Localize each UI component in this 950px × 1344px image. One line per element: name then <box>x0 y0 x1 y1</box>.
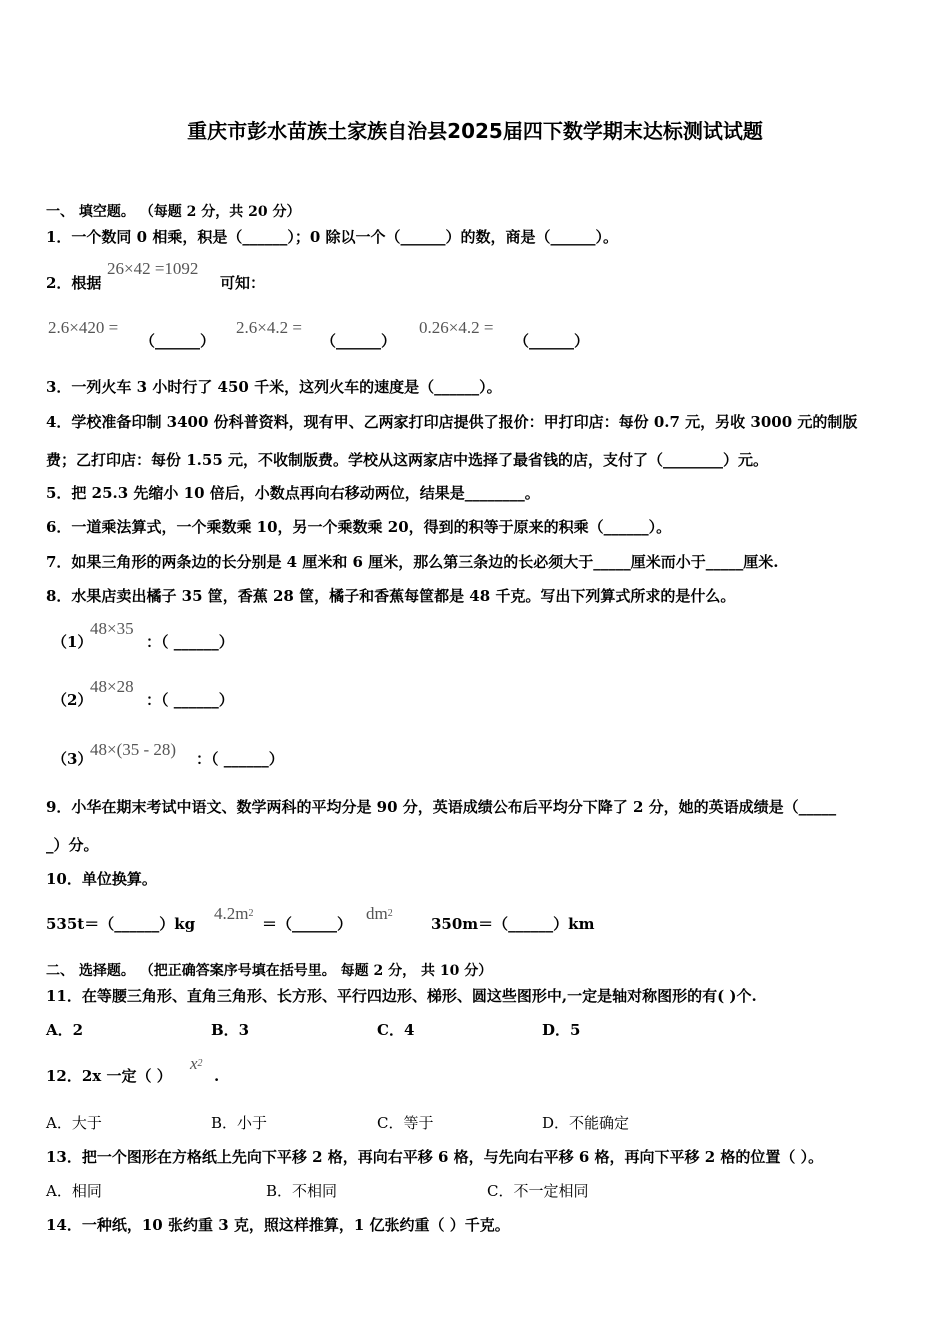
question-8-2-blank: ：（ ______） <box>146 691 234 709</box>
question-13: 13．把一个图形在方格纸上先向下平移 2 格，再向右平移 6 格，与先向右平移 6 格，再向下平移 2 格的位置（ ）。 <box>46 1148 824 1166</box>
question-10-b-value: $4.2m^2$ <box>214 904 254 923</box>
question-2-expr-2: 2.6×4.2 = <box>236 318 302 337</box>
question-12-power: $x^2$ <box>190 1054 203 1073</box>
question-3: 3．一列火车 3 小时行了 450 千米，这列火车的速度是（______）。 <box>46 378 502 396</box>
question-2-blank-3: （______） <box>514 332 590 350</box>
question-12: 12．2x 一定（ ） <box>46 1067 172 1085</box>
question-12-option-c: C．等于 <box>377 1114 434 1132</box>
question-1: 1．一个数同 0 相乘，积是（______）；0 除以一个（______）的数，商是（______）。 <box>46 228 618 246</box>
question-13-option-a: A．相同 <box>46 1182 102 1200</box>
question-11-option-a: A．2 <box>46 1021 84 1039</box>
question-4-line-2: 费；乙打印店：每份 1.55 元，不收制版费。学校从这两家店中选择了最省钱的店，支付了（________）元。 <box>46 451 768 469</box>
question-5: 5．把 25.3 先缩小 10 倍后，小数点再向右移动两位，结果是________。 <box>46 484 540 502</box>
question-10-a: 535t＝（______）kg <box>46 915 196 933</box>
question-11: 11．在等腰三角形、直角三角形、长方形、平行四边形、梯形、圆这些图形中,一定是轴对称图形的有( )个. <box>46 987 757 1005</box>
question-11-option-b: B．3 <box>211 1021 250 1039</box>
question-13-option-c: C．不一定相同 <box>487 1182 589 1200</box>
section-1-header: 一、 填空题。 （每题 2 分，共 20 分） <box>46 204 301 220</box>
question-2-formula: 26×42 =1092 <box>107 259 199 278</box>
question-4-line-1: 4．学校准备印制 3400 份科普资料，现有甲、乙两家打印店提供了报价：甲打印店：每份 0.7 元，另收 3000 元的制版 <box>46 413 858 431</box>
question-10-b-blank: ＝（______） <box>262 915 353 933</box>
question-2-expr-3: 0.26×4.2 = <box>419 318 494 337</box>
question-10: 10．单位换算。 <box>46 870 157 888</box>
question-10-c: 350m＝（______）km <box>431 915 595 933</box>
question-8-3-label: （3） <box>52 750 93 768</box>
question-13-option-b: B．不相同 <box>266 1182 338 1200</box>
question-8: 8．水果店卖出橘子 35 筐，香蕉 28 筐，橘子和香蕉每筐都是 48 千克。写出下列算式所求的是什么。 <box>46 587 736 605</box>
question-6: 6．一道乘法算式，一个乘数乘 10，另一个乘数乘 20，得到的积等于原来的积乘（______）。 <box>46 518 672 536</box>
question-2-tail: 可知： <box>220 274 266 292</box>
question-11-option-d: D．5 <box>542 1021 581 1039</box>
question-12-option-b: B．小于 <box>211 1114 268 1132</box>
section-2-header: 二、 选择题。 （把正确答案序号填在括号里。 每题 2 分， 共 10 分） <box>46 963 493 979</box>
question-8-1-label: （1） <box>52 633 93 651</box>
question-8-1-formula: 48×35 <box>90 619 134 638</box>
question-9-line-2: _）分。 <box>46 836 99 854</box>
question-11-option-c: C．4 <box>377 1021 415 1039</box>
question-12-option-d: D．不能确定 <box>542 1114 630 1132</box>
question-7: 7．如果三角形的两条边的长分别是 4 厘米和 6 厘米，那么第三条边的长必须大于_____厘米而小于_____厘米. <box>46 553 779 571</box>
page-title: 重庆市彭水苗族土家族自治县2025届四下数学期末达标测试试题 <box>187 119 763 143</box>
question-10-b-unit: $dm^2$ <box>366 904 393 923</box>
question-8-2-formula: 48×28 <box>90 677 134 696</box>
question-2-blank-1: （______） <box>140 332 216 350</box>
question-8-3-blank: ：（ ______） <box>196 750 284 768</box>
question-12-option-a: A．大于 <box>46 1114 102 1132</box>
question-9-line-1: 9．小华在期末考试中语文、数学两科的平均分是 90 分，英语成绩公布后平均分下降了 2 分，她的英语成绩是（_____ <box>46 798 837 816</box>
question-8-2-label: （2） <box>52 691 93 709</box>
question-8-1-blank: ：（ ______） <box>146 633 234 651</box>
question-8-3-formula: 48×(35 - 28) <box>90 740 177 759</box>
question-12-end: . <box>214 1067 220 1085</box>
question-2-blank-2: （______） <box>321 332 397 350</box>
question-2-lead: 2．根据 <box>46 274 102 292</box>
question-2-expr-1: 2.6×420 = <box>48 318 119 337</box>
question-14: 14．一种纸，10 张约重 3 克，照这样推算，1 亿张约重（ ）千克。 <box>46 1216 510 1234</box>
